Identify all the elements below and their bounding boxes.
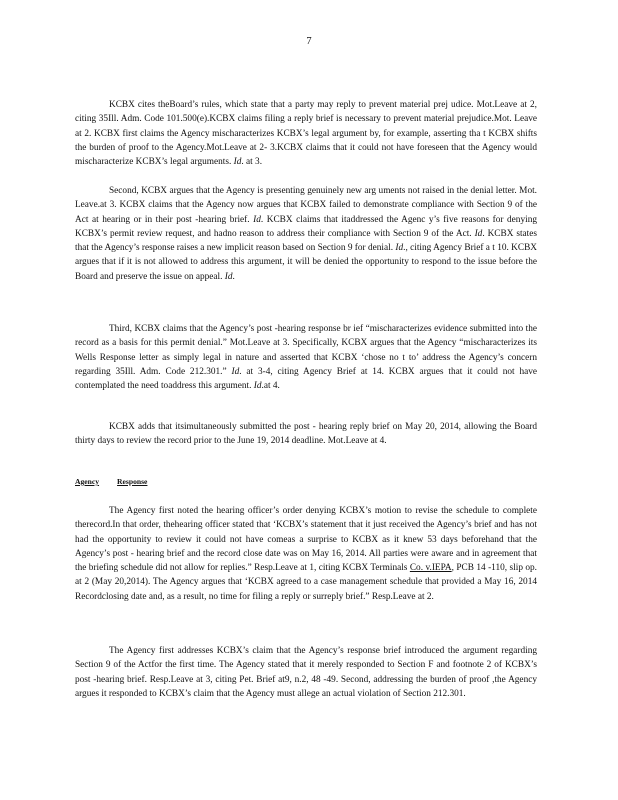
citation-id: Id [253, 214, 261, 225]
paragraph-text: . KCBX states that the Agency’s response raises a new implicit reason based on Section 9 for denial. [75, 228, 537, 254]
citation-id: Id [474, 228, 483, 239]
citation-id: Id [224, 271, 233, 282]
paragraph-mischaracterization [75, 322, 537, 393]
page-number: 7 [306, 36, 312, 47]
heading-word: Agency [75, 477, 100, 486]
case-name: Co. v.IEPA [409, 563, 452, 574]
paragraph-text: Third, KCBX claims that the Agency’s post -hearing response br ief “mischaracterizes evidence submitted into the record as a basis for this permit denial.” Mot.Leave at 3. Specifically, KCBX argues that the Agency “mischaracterizes its Wells Response letter as simply legal in nature and asserted that KCBX ‘chose no t to’ address the Agency’s concern regarding 35Ill. Adm. Code 212.301.” [75, 324, 537, 377]
paragraph-motion-basis [75, 98, 537, 169]
paragraph-text: KCBX cites theBoard’s rules, which state that a party may reply to prevent material prej udice. Mot.Leave at 2, citing 35Ill. Adm. Code 101.500(e).KCBX claims filing a reply brief is necessary to prevent material prejudice.Mot. Leave at 2. KCBX first claims the Agency mischaracterizes KCBX’s legal argument by, for example, asserting tha t KCBX shifts the burden of proof to the Agency.Mot.Leave at 2- 3.KCBX claims that it could not have foreseen that the Agency would mischaracterize KCBX’s legal arguments. [75, 100, 537, 168]
paragraph-text: The Agency first addresses KCBX’s claim that the Agency’s response brief introduced the argument regarding Section 9 of the Actfor the first time. The Agency stated that it merely responded to Section F and footnote 2 of KCBX’s post -hearing brief. Resp.Leave at 3, citing Pet. Brief at9, n.2, 48 -49. Second, addressing the burden of proof ,the Agency argues it responded to KCBX’s claim that the Agency must allege an actual violation of Section 212.301. [75, 646, 537, 699]
citation-id: Id [395, 243, 404, 254]
paragraph-new-arguments [75, 184, 537, 284]
paragraph-agency-response [75, 504, 537, 604]
paragraph-text: Second, KCBX argues that the Agency is presenting genuinely new arg uments not raised in the denial letter. Mot. Leave.at 3. KCBX claims that the Agency now argues that KCBX failed to demonstrate compliance with Section 9 of the Act at hearing or in their post -hearing brief. [75, 186, 537, 225]
heading-word: Response [117, 477, 148, 486]
citation-id: Id [253, 381, 262, 392]
paragraph-text: KCBX adds that itsimultaneously submitted the post - hearing reply brief on May 20, 2014, allowing the Board thirty days to review the record prior to the June 19, 2014 deadline. Mot.Leave at 4. [75, 422, 537, 447]
paragraph-text: . KCBX claims that itaddressed the Agenc y’s five reasons for denying KCBX’s permit review request, and hadno reason to address their compliance with Section 9 of the Act. [75, 214, 537, 239]
citation-tail: . [232, 271, 235, 282]
citation-id: Id [233, 157, 242, 168]
paragraph-section-9 [75, 644, 537, 701]
citation-tail: .at 4. [261, 381, 280, 392]
citation-id: Id [231, 366, 240, 377]
paragraph-text: , PCB 14 -110, slip op. at 2 (May 20,2014). The Agency argues that ‘KCBX agreed to a case management schedule that provided a May 16, 2014 Recordclosing date and, as a result, no time for filing a reply or surreply brief.” Resp.Leave at 2. [75, 563, 538, 602]
section-heading [75, 477, 147, 486]
paragraph-text: . at 3-4, citing Agency Brief at 14. KCBX argues that it could not have contemplated the need toaddress this argument. [75, 366, 537, 392]
paragraph-simultaneous-filing [75, 420, 537, 449]
paragraph-text: The Agency first noted the hearing officer’s order denying KCBX’s motion to revise the schedule to complete therecord.In that order, thehearing officer stated that ‘KCBX’s statement that it just received the Agency’s brief and has not had the opportunity to review it could not have comeas a surprise to KCBX as it knew 53 days beforehand that the Agency’s post - hearing brief and the record close date was on May 16, 2014. All parties were aware and in agreement that the briefing schedule did not allow for replies.” Resp.Leave at 1, citing KCBX Terminals [75, 506, 537, 574]
citation-tail: . at 3. [241, 157, 263, 168]
paragraph-text: ., citing Agency Brief a t 10. KCBX argues that if it is not allowed to address this argument, it will be denied the opportunity to respond to the issue before the Board and preserve the issue on appeal. [75, 243, 537, 282]
